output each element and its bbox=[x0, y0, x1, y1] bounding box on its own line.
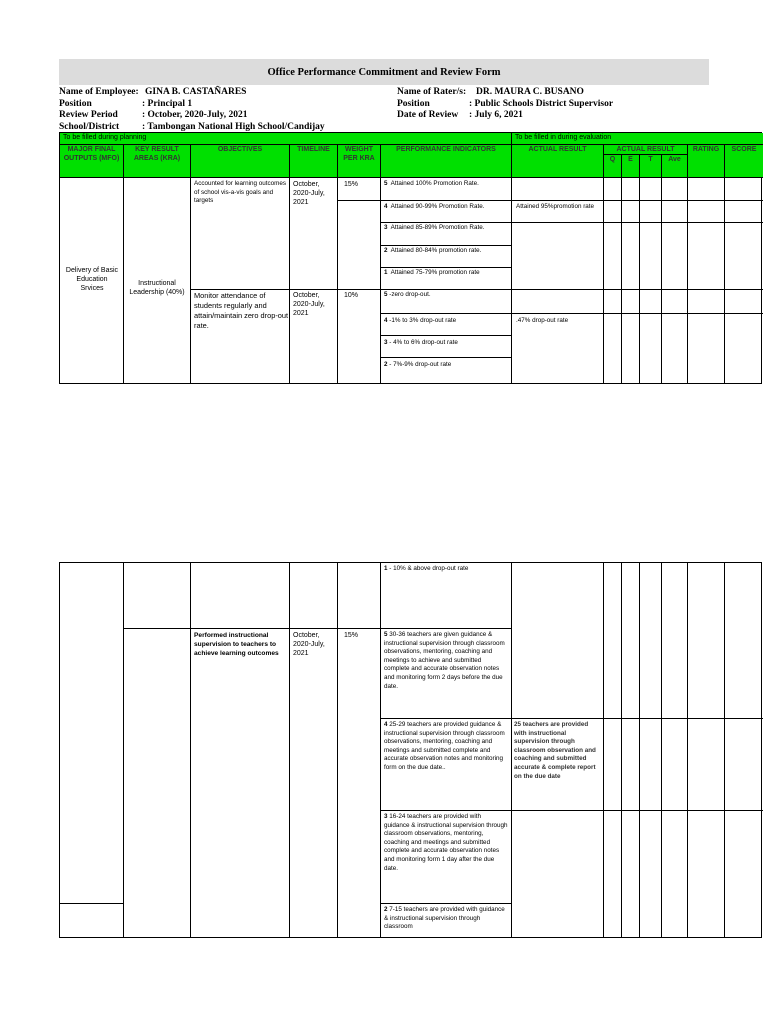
indicator-2-text: Attained 80-84% promotion rate. bbox=[390, 247, 482, 254]
rater-position-value: : Public Schools District Supervisor bbox=[469, 98, 614, 109]
rating-1: 1 bbox=[384, 269, 388, 276]
timeline-1: October, 2020-July, 2021 bbox=[293, 181, 325, 206]
actual-result-3: 25 teachers are provided with instructional supervision through classroom observation and coaching and submitted accurate & complete report on the due date bbox=[514, 721, 596, 780]
dropout-indicator-4 bbox=[384, 317, 510, 326]
weight-1: 15% bbox=[344, 181, 359, 188]
supervision-rating-2: 2 bbox=[384, 906, 388, 913]
header-weight: WEIGHT PER KRA bbox=[338, 145, 381, 178]
header-kra: KEY RESULT AREAS (KRA) bbox=[124, 145, 191, 178]
dropout-indicator-3-text: - 4% to 6% drop-out rate bbox=[389, 339, 458, 346]
header-indicators: PERFORMANCE INDICATORS bbox=[381, 145, 512, 178]
timeline-3: October, 2020-July, 2021 bbox=[293, 632, 325, 657]
indicator-3-text: Attained 85-89% Promotion Rate. bbox=[390, 224, 485, 231]
review-period-label: Review Period bbox=[59, 110, 118, 120]
header-objectives: OBJECTIVES bbox=[191, 145, 290, 178]
dropout-indicator-5 bbox=[384, 291, 510, 300]
timeline-2: October, 2020-July, 2021 bbox=[293, 292, 325, 317]
rater-label: Name of Rater/s: bbox=[397, 87, 467, 97]
weight-3: 15% bbox=[344, 632, 359, 639]
header-t: T bbox=[640, 155, 662, 178]
header-timeline: TIMELINE bbox=[290, 145, 338, 178]
indicator-5 bbox=[384, 180, 510, 189]
performance-table-page2 bbox=[59, 562, 762, 938]
supervision-indicator-4 bbox=[384, 721, 508, 773]
dropout-indicator-5-text: -zero drop-out. bbox=[389, 291, 431, 298]
position-label: Position bbox=[59, 98, 92, 109]
dropout-rating-5: 5 bbox=[384, 291, 388, 298]
mfo-value: Delivery of Basic Education Srvices bbox=[65, 267, 119, 292]
objective-2: Monitor attendance of students regularly and attain/maintain zero drop-out rate. bbox=[194, 291, 289, 330]
indicator-4 bbox=[384, 203, 510, 212]
dropout-rating-4: 4 bbox=[384, 317, 388, 324]
dropout-indicator-1-text: - 10% & above drop-out rate bbox=[389, 565, 469, 572]
form-title: Office Performance Commitment and Review Form bbox=[59, 59, 709, 85]
indicator-3 bbox=[384, 224, 510, 233]
objective-3: Performed instructional supervision to teachers to achieve learning outcomes bbox=[194, 632, 279, 657]
employee-info bbox=[59, 87, 325, 133]
position-value: : Principal 1 bbox=[142, 98, 193, 109]
actual-result-1: Attained 95%promotion rate bbox=[516, 203, 595, 210]
date-review-value: : July 6, 2021 bbox=[469, 110, 523, 120]
rater-position-label: Position bbox=[397, 98, 430, 109]
dropout-indicator-3 bbox=[384, 339, 510, 348]
dropout-rating-2: 2 bbox=[384, 361, 388, 368]
supervision-indicator-5-text: 30-36 teachers are given guidance & instructional supervision through classroom observations, mentoring, coaching and meetings to achieve and submitted complete and accurate observation notes and monitoring form 2 days before the due date. bbox=[384, 631, 505, 690]
indicator-1-text: Attained 75-79% promotion rate bbox=[390, 269, 480, 276]
supervision-rating-3: 3 bbox=[384, 813, 388, 820]
dropout-indicator-1 bbox=[384, 565, 510, 574]
review-period-value: : October, 2020-July, 2021 bbox=[142, 110, 248, 120]
actual-result-2: .47% drop-out rate bbox=[516, 317, 569, 324]
planning-group-header: To be filled during planning bbox=[60, 133, 512, 145]
date-review-label: Date of Review bbox=[397, 110, 459, 120]
header-score: SCORE bbox=[725, 145, 763, 178]
rating-5: 5 bbox=[384, 180, 388, 187]
dropout-indicator-4-text: -1% to 3% drop-out rate bbox=[389, 317, 457, 324]
supervision-indicator-3-text: 16-24 teachers are provided with guidance & instructional supervision through classroom observations, mentoring, coaching and meetings and submitted complete and accurate observation notes and monitoring form 1 day after the due date. bbox=[384, 813, 508, 872]
weight-2: 10% bbox=[344, 292, 359, 299]
rating-4: 4 bbox=[384, 203, 388, 210]
indicator-1 bbox=[384, 269, 510, 278]
header-q: Q bbox=[604, 155, 622, 178]
header-rating: RATING bbox=[688, 145, 725, 178]
employee-value: GINA B. CASTAÑARES bbox=[145, 87, 247, 97]
school-label: School/District bbox=[59, 121, 120, 132]
supervision-indicator-2 bbox=[384, 906, 508, 932]
rater-value: DR. MAURA C. BUSANO bbox=[476, 87, 584, 97]
employee-label: Name of Employee: bbox=[59, 87, 139, 97]
header-mfo: MAJOR FINAL OUTPUTS (MFO) bbox=[60, 145, 124, 178]
supervision-indicator-2-text: 7-15 teachers are provided with guidance & instructional supervision through classroom bbox=[384, 906, 505, 931]
dropout-indicator-2-text: - 7%-9% drop-out rate bbox=[389, 361, 452, 368]
header-actual-result-group: ACTUAL RESULT bbox=[604, 145, 688, 155]
dropout-rating-1: 1 bbox=[384, 565, 388, 572]
rater-info bbox=[397, 87, 613, 122]
school-value: : Tambongan National High School/Candijay bbox=[142, 121, 325, 132]
dropout-indicator-2 bbox=[384, 361, 510, 370]
supervision-indicator-4-text: 25-29 teachers are provided guidance & instructional supervision through classroom observations, mentoring, coaching and meetings and submitted complete and accurate observation notes and monitoring form on the due date.. bbox=[384, 721, 505, 771]
supervision-indicator-5 bbox=[384, 631, 508, 691]
objective-1: Accounted for learning outcomes of school vis-a-vis goals and targets bbox=[194, 180, 287, 205]
supervision-indicator-3 bbox=[384, 813, 508, 873]
header-ave: Ave bbox=[662, 155, 688, 178]
indicator-5-text: Attained 100% Promotion Rate. bbox=[390, 180, 479, 187]
supervision-rating-4: 4 bbox=[384, 721, 388, 728]
header-e: E bbox=[622, 155, 640, 178]
kra-value: Instructional Leadership (40%) bbox=[129, 280, 185, 296]
performance-table-page1 bbox=[59, 132, 762, 384]
evaluation-group-header: To be filled in during evaluation bbox=[512, 133, 763, 145]
dropout-rating-3: 3 bbox=[384, 339, 388, 346]
indicator-4-text: Attained 90-99% Promotion Rate. bbox=[390, 203, 485, 210]
indicator-2 bbox=[384, 247, 510, 256]
rating-3: 3 bbox=[384, 224, 388, 231]
header-actual-result: ACTUAL RESULT bbox=[512, 145, 604, 178]
rating-2: 2 bbox=[384, 247, 388, 254]
supervision-rating-5: 5 bbox=[384, 631, 388, 638]
